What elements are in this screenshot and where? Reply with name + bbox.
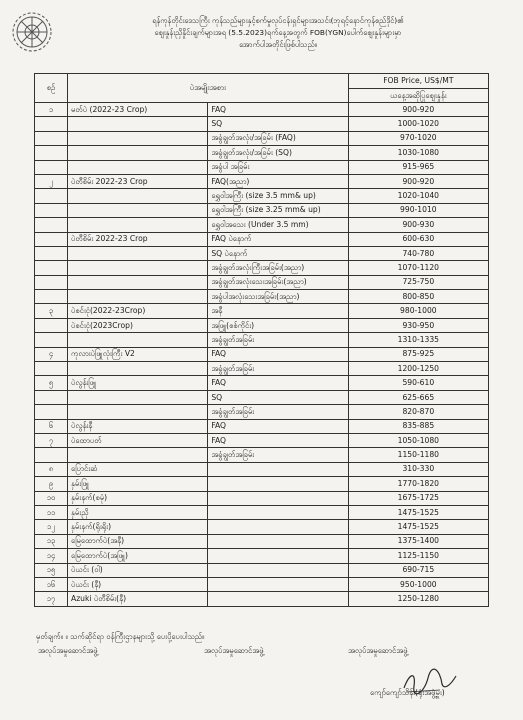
cell-serial-no: ၅ [35, 376, 68, 390]
cell-grade: အခွံချွတ်အခြမ်း [208, 405, 348, 419]
cell-item-name [68, 290, 208, 304]
cell-item-name: ပဲတီစိမ်း 2022-23 Crop [68, 232, 208, 246]
association-logo-icon [10, 10, 54, 54]
cell-price: 1375-1400 [348, 534, 488, 548]
cell-item-name [68, 448, 208, 462]
table-row [35, 362, 489, 376]
cell-grade: အခွံချွတ်အလုံးသေးအခြမ်း(အညာ) [208, 275, 348, 289]
cell-grade: အခွံချွတ်အခြမ်း [208, 362, 348, 376]
table-row [35, 275, 489, 289]
cell-item-name [68, 218, 208, 232]
table-row [35, 146, 489, 160]
cell-item-name: ပဲစင်းငုံ(2022-23Crop) [68, 304, 208, 318]
cell-item-name [68, 261, 208, 275]
table-row [35, 520, 489, 534]
cell-price: 1020-1040 [348, 189, 488, 203]
cell-item-name [68, 246, 208, 260]
cell-serial-no: ၆ [35, 419, 68, 433]
footer-org-2: အလုပ်အမှုဆောင်အဖွဲ့ [204, 646, 264, 655]
cell-serial-no [35, 275, 68, 289]
table-row [35, 491, 489, 505]
cell-grade: FAQ [208, 376, 348, 390]
cell-grade [208, 549, 348, 563]
cell-price: 820-870 [348, 405, 488, 419]
cell-price: 1000-1020 [348, 117, 488, 131]
table-row [35, 117, 489, 131]
table-row [35, 304, 489, 318]
cell-price: 310-330 [348, 462, 488, 476]
cell-serial-no: ၁၁ [35, 505, 68, 519]
cell-serial-no: ၁ [35, 103, 68, 117]
cell-item-name: မတ်ပဲ (2022-23 Crop) [68, 103, 208, 117]
cell-item-name [68, 160, 208, 174]
cell-item-name [68, 117, 208, 131]
cell-price: 1030-1080 [348, 146, 488, 160]
table-row [35, 390, 489, 404]
table-row [35, 347, 489, 361]
header-serial-no: စဉ် [35, 74, 68, 103]
cell-item-name: မြေထောက်ပဲ(အနီ) [68, 534, 208, 548]
cell-grade [208, 520, 348, 534]
table-row [35, 577, 489, 591]
cell-price: 1050-1080 [348, 433, 488, 447]
cell-price: 875-925 [348, 347, 488, 361]
cell-grade: FAQ(အညာ) [208, 174, 348, 188]
table-row [35, 290, 489, 304]
cell-price: 835-885 [348, 419, 488, 433]
cell-serial-no [35, 318, 68, 332]
cell-price: 1125-1150 [348, 549, 488, 563]
table-row [35, 333, 489, 347]
cell-price: 930-950 [348, 318, 488, 332]
cell-price: 950-1000 [348, 577, 488, 591]
cell-grade: ရွှေဝါအသေး (Under 3.5 mm) [208, 218, 348, 232]
cell-grade: ရွှေဝါအကြီး (size 3.5 mm& up) [208, 189, 348, 203]
price-table [34, 73, 489, 607]
cell-item-name: ပြောင်းဆံ [68, 462, 208, 476]
cell-price: 1475-1525 [348, 505, 488, 519]
cell-serial-no: ၉ [35, 477, 68, 491]
cell-price: 1675-1725 [348, 491, 488, 505]
table-row [35, 318, 489, 332]
table-row [35, 419, 489, 433]
cell-item-name [68, 333, 208, 347]
cell-price: 900-930 [348, 218, 488, 232]
document-header [58, 15, 498, 51]
table-row [35, 261, 489, 275]
cell-price: 740-780 [348, 246, 488, 260]
table-row [35, 462, 489, 476]
cell-serial-no: ၃ [35, 304, 68, 318]
header-line-2: ဈေးနှုန်းညှိနှိုင်းချက်များအရ (5.5.2023)ရက်နေ့အတွက် FOB(YGN)ပေါက်ဈေးနှုန်းများမှာ [154, 28, 402, 37]
cell-serial-no [35, 405, 68, 419]
table-row [35, 505, 489, 519]
cell-serial-no [35, 160, 68, 174]
cell-grade: အဖြူ(စစ်ကိုင်း) [208, 318, 348, 332]
footer-org-3: အလုပ်အမှုဆောင်အဖွဲ့ [348, 646, 408, 655]
cell-serial-no: ၁၅ [35, 563, 68, 577]
cell-grade: SQ [208, 117, 348, 131]
cell-grade: SQ ပဲနောက် [208, 246, 348, 260]
cell-serial-no [35, 146, 68, 160]
cell-price: 900-920 [348, 174, 488, 188]
cell-grade: အခွံချွတ်အခြမ်း [208, 333, 348, 347]
header-line-1: ရန်ကုန်တိုင်းဒေသကြီး ကုန်သည်များနှင့်စက်မှုလုပ်ငန်းရှင်များအသင်း(ဘုရင့်နောင်ကုန်စည်ဒိုင်)၏ [152, 16, 404, 25]
cell-item-name: မြေထောက်ပဲ(အဖြူ) [68, 549, 208, 563]
cell-price: 980-1000 [348, 304, 488, 318]
table-row [35, 246, 489, 260]
signatory-name: ကျော်ကျော်သိန်း(ရုံးအဖွဲ့မှူး) [370, 688, 445, 697]
table-row [35, 405, 489, 419]
cell-serial-no: ၇ [35, 433, 68, 447]
cell-item-name: ကုလားပဲဖြူလုံးကြီး V2 [68, 347, 208, 361]
cell-grade [208, 592, 348, 606]
cell-grade [208, 534, 348, 548]
table-row [35, 103, 489, 117]
cell-price: 990-1010 [348, 203, 488, 217]
cell-grade: FAQ [208, 433, 348, 447]
cell-grade: ရွှေဝါအကြီး (size 3.25 mm& up) [208, 203, 348, 217]
cell-serial-no [35, 362, 68, 376]
cell-serial-no: ၁၀ [35, 491, 68, 505]
cell-price: 625-665 [348, 390, 488, 404]
cell-grade: အခွံချွတ်အလုံး/အခြမ်း (SQ) [208, 146, 348, 160]
cell-grade: အခွံချွတ်အလုံးကြီးအခြမ်း(အညာ) [208, 261, 348, 275]
cell-item-name: Azuki ပဲတီစိမ်း(နီ) [68, 592, 208, 606]
cell-price: 600-630 [348, 232, 488, 246]
cell-price: 915-965 [348, 160, 488, 174]
table-row [35, 189, 489, 203]
cell-serial-no [35, 218, 68, 232]
header-fob-price: FOB Price, US$/MT [348, 74, 488, 89]
cell-serial-no [35, 189, 68, 203]
cell-serial-no [35, 131, 68, 145]
cell-grade: FAQ [208, 103, 348, 117]
cell-grade: အနီ [208, 304, 348, 318]
cell-price: 1200-1250 [348, 362, 488, 376]
cell-item-name [68, 131, 208, 145]
cell-serial-no [35, 333, 68, 347]
cell-serial-no [35, 390, 68, 404]
cell-serial-no [35, 290, 68, 304]
table-row [35, 232, 489, 246]
cell-item-name: နှမ်းနက်(ရိုးရိုး) [68, 520, 208, 534]
cell-grade [208, 563, 348, 577]
table-row [35, 549, 489, 563]
cell-item-name: ပဲတီစိမ်း 2022-23 Crop [68, 174, 208, 188]
cell-price: 1250-1280 [348, 592, 488, 606]
cell-item-name: ပဲစင်းငုံ(2023Crop) [68, 318, 208, 332]
cell-price: 1310-1335 [348, 333, 488, 347]
cell-grade: FAQ [208, 419, 348, 433]
cell-serial-no: ၈ [35, 462, 68, 476]
cell-price: 1070-1120 [348, 261, 488, 275]
cell-serial-no [35, 261, 68, 275]
cell-price: 1150-1180 [348, 448, 488, 462]
table-row [35, 448, 489, 462]
cell-item-name [68, 390, 208, 404]
cell-serial-no: ၁၇ [35, 592, 68, 606]
table-row [35, 160, 489, 174]
footer [36, 631, 506, 659]
cell-item-name [68, 203, 208, 217]
cell-item-name: ပဲထောပတ် [68, 433, 208, 447]
cell-price: 1770-1820 [348, 477, 488, 491]
cell-item-name [68, 405, 208, 419]
cell-grade: FAQ [208, 347, 348, 361]
cell-serial-no: ၁၆ [35, 577, 68, 591]
table-row [35, 218, 489, 232]
cell-serial-no: ၄ [35, 347, 68, 361]
header-line-3: အောက်ပါအတိုင်းဖြစ်ပါသည်။ [239, 40, 317, 49]
table-row [35, 376, 489, 390]
cell-price: 900-920 [348, 103, 488, 117]
footer-org-1: အလုပ်အမှုဆောင်အဖွဲ့ [38, 646, 98, 655]
cell-price: 970-1020 [348, 131, 488, 145]
cell-serial-no: ၁၂ [35, 520, 68, 534]
cell-grade [208, 577, 348, 591]
cell-price: 800-850 [348, 290, 488, 304]
cell-price: 690-715 [348, 563, 488, 577]
table-row [35, 563, 489, 577]
cell-serial-no [35, 203, 68, 217]
cell-serial-no: ၂ [35, 174, 68, 188]
cell-serial-no [35, 448, 68, 462]
cell-item-name: နှမ်းဖြူ [68, 477, 208, 491]
cell-serial-no [35, 232, 68, 246]
cell-price: 590-610 [348, 376, 488, 390]
cell-item-name: ပဲယင်း (နီ) [68, 577, 208, 591]
header-item-type: ပဲအမျိုးအစား [68, 74, 349, 103]
cell-grade: SQ [208, 390, 348, 404]
cell-serial-no [35, 117, 68, 131]
cell-item-name: ပဲလွန်းဖြူ [68, 376, 208, 390]
table-header-row [35, 74, 489, 89]
footer-note: မှတ်ချက်။ ။ သက်ဆိုင်ရာ ဝန်ကြီးဌာနများသို့ ပေးပို့ပေးပါသည်။ [36, 632, 205, 641]
cell-item-name: ပဲယင်း (ဝါ) [68, 563, 208, 577]
table-row [35, 592, 489, 606]
cell-grade: အခွံပါ အခြမ်း [208, 160, 348, 174]
cell-item-name: နှမ်းနက်(စမုံ) [68, 491, 208, 505]
cell-item-name [68, 146, 208, 160]
cell-grade: အခွံချွတ်အခြမ်း [208, 448, 348, 462]
cell-item-name [68, 275, 208, 289]
table-row [35, 534, 489, 548]
table-row [35, 433, 489, 447]
cell-price: 725-750 [348, 275, 488, 289]
cell-grade [208, 462, 348, 476]
cell-serial-no [35, 246, 68, 260]
cell-grade [208, 477, 348, 491]
table-row [35, 131, 489, 145]
cell-grade [208, 505, 348, 519]
header-proposed-price: ယနေ့အဆိုပြုဈေးနှုန်း [348, 89, 488, 103]
table-row [35, 203, 489, 217]
cell-grade [208, 491, 348, 505]
cell-item-name [68, 362, 208, 376]
cell-price: 1475-1525 [348, 520, 488, 534]
cell-item-name [68, 189, 208, 203]
cell-serial-no: ၁၄ [35, 549, 68, 563]
cell-serial-no: ၁၃ [35, 534, 68, 548]
cell-item-name: နှမ်းညို [68, 505, 208, 519]
cell-grade: အခွံပါအလုံးသေးအခြမ်း(အညာ) [208, 290, 348, 304]
cell-grade: FAQ ပဲနောက် [208, 232, 348, 246]
cell-grade: အခွံချွတ်အလုံး/အခြမ်း (FAQ) [208, 131, 348, 145]
table-row [35, 477, 489, 491]
table-row [35, 174, 489, 188]
cell-item-name: ပဲလွန်းနီ [68, 419, 208, 433]
